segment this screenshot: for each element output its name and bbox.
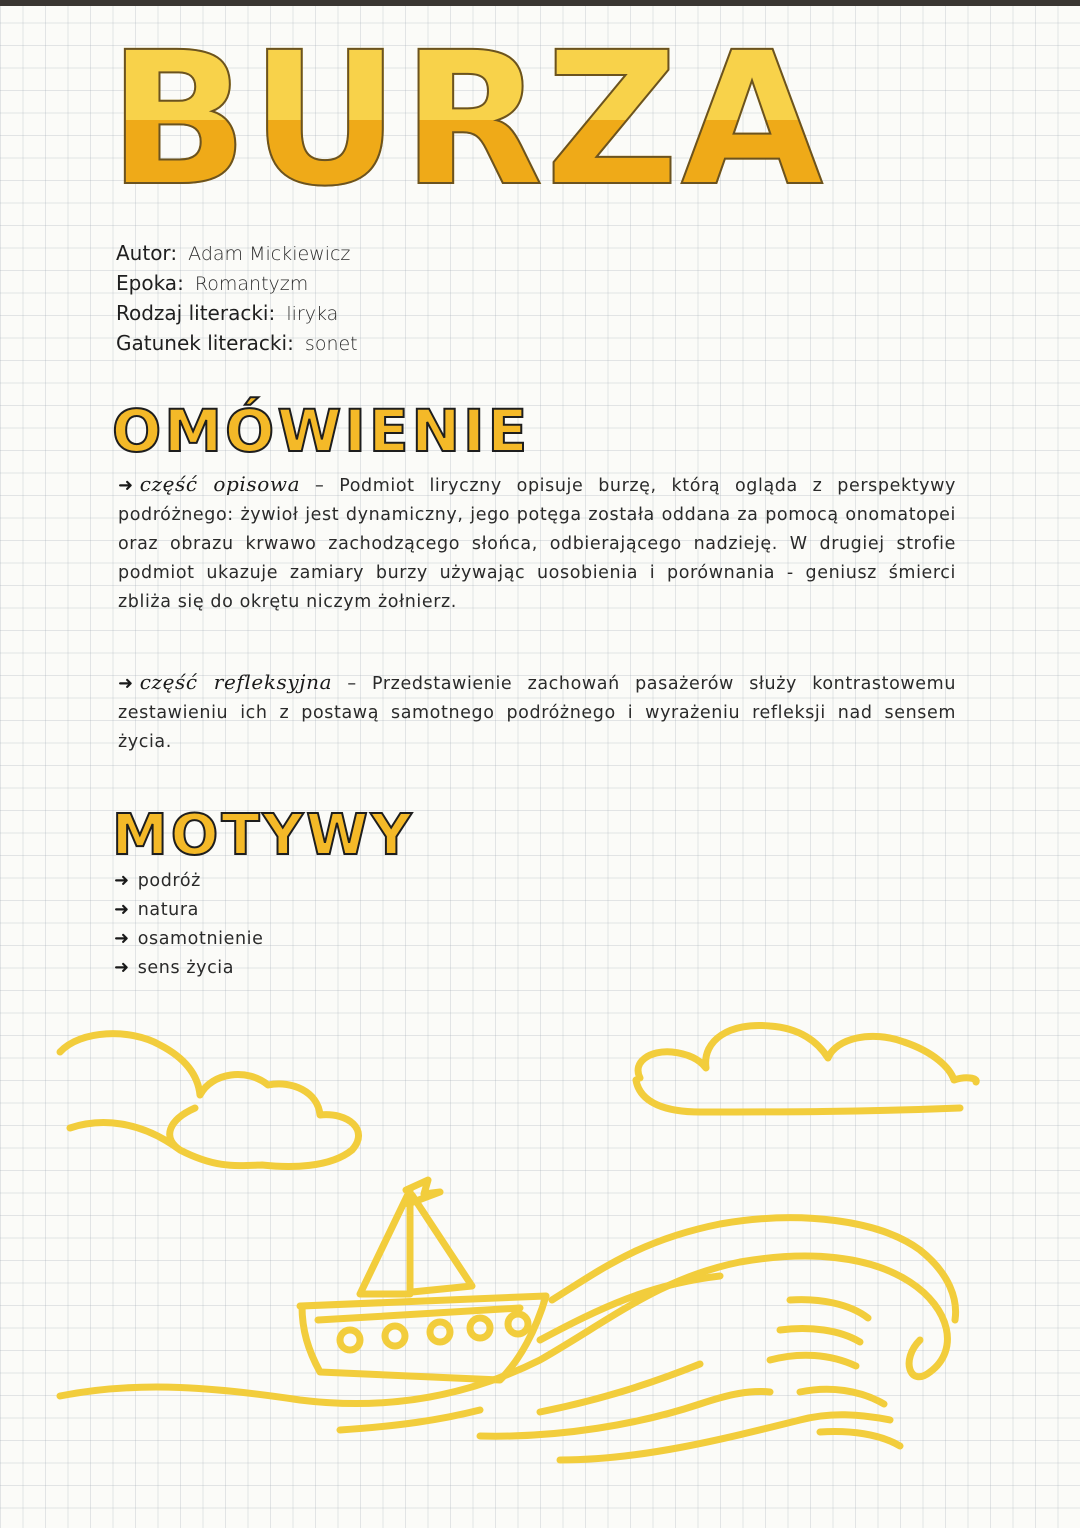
list-item: ➜ podróż [114,870,201,891]
meta-author: Autor: Adam Mickiewicz [116,241,351,265]
list-item: ➜ osamotnienie [114,928,264,949]
term-descriptive: część opisowa [139,472,301,496]
meta-label: Rodzaj literacki [116,301,269,325]
wave-icon [780,1329,860,1343]
porthole-icon [430,1322,450,1342]
wave-icon [340,1410,480,1430]
metadata-block [116,238,358,358]
cloud-left-icon [60,1034,359,1167]
arrow-icon: ➜ [114,899,130,920]
term-reflective: część refleksyjna [139,670,333,694]
wave-icon [540,1364,700,1412]
list-item: ➜ natura [114,899,199,920]
meta-epoch: Epoka: Romantyzm [116,271,309,295]
arrow-icon: ➜ [114,870,130,891]
meta-value: sonet [304,333,358,355]
section-heading-omowienie: OMÓWIENIE [112,397,531,465]
page-title: BURZA [108,13,826,227]
meta-kind: Rodzaj literacki: liryka [116,301,339,325]
meta-value: Adam Mickiewicz [188,243,351,265]
meta-value: Romantyzm [194,273,309,295]
paragraph-reflective: ➜ część refleksyjna – Przedstawienie zachowań pasażerów służy kontrastowemu zestawieniu ich z postawą samotnego podróżnego i wyrażeniu refleksji nad sensem życia. [118,670,957,752]
meta-label: Autor [116,241,171,265]
wave-icon [790,1300,868,1318]
meta-genre: Gatunek literacki: sonet [116,331,358,355]
list-item: ➜ sens życia [114,957,235,978]
meta-value: liryka [286,303,339,325]
wave-icon [560,1415,890,1460]
meta-label: Gatunek literacki [116,331,288,355]
porthole-icon [340,1330,360,1350]
wave-icon [800,1389,884,1404]
meta-label: Epoka [116,271,178,295]
sailboat-sail-icon [360,1180,472,1294]
section-heading-motywy: MOTYWY [112,803,415,868]
arrow-icon: ➜ [118,475,134,496]
paragraph-descriptive: ➜ część opisowa – Podmiot liryczny opisuje burzę, którą ogląda z perspektywy podróżnego: żywioł jest dynamiczny, jego potęga została oddana za pomocą onomatopei oraz obrazu krwawo zachodzącego słońca, odbierającego nadzieję. W drugiej strofie podmiot ukazuje zamiary burzy używając uosobienia i porównania - geniusz śmierci zbliża się do okrętu niczym żołnierz. [118,472,956,612]
porthole-icon [508,1314,528,1334]
arrow-icon: ➜ [114,957,130,978]
paragraph-text: Podmiot liryczny opisuje burzę, którą ogląda z perspektywy podróżnego: żywioł jest dynamiczny, jego potęga została oddana za pomocą onomatopei oraz obrazu krwawo zachodzącego słońca, odbierającego nadzieję. W drugiej strofie podmiot ukazuje zamiary burzy używając uosobienia i porównania - geniusz śmierci zbliża się do okrętu niczym żołnierz. [118,476,956,612]
top-edge [0,0,1080,6]
wave-icon [820,1432,900,1446]
wave-icon [480,1392,770,1437]
arrow-icon: ➜ [114,928,130,949]
porthole-icon [470,1318,490,1338]
cloud-right-icon [636,1025,976,1112]
arrow-icon: ➜ [118,673,134,694]
porthole-icon [385,1326,405,1346]
storm-sea-illustration [0,1000,1080,1470]
paragraph-text: Przedstawienie zachowań pasażerów służy kontrastowemu zestawieniu ich z postawą samotnego podróżnego i wyrażeniu refleksji nad sensem życia. [118,674,957,752]
wave-icon [770,1355,856,1366]
motifs-list [114,866,264,982]
